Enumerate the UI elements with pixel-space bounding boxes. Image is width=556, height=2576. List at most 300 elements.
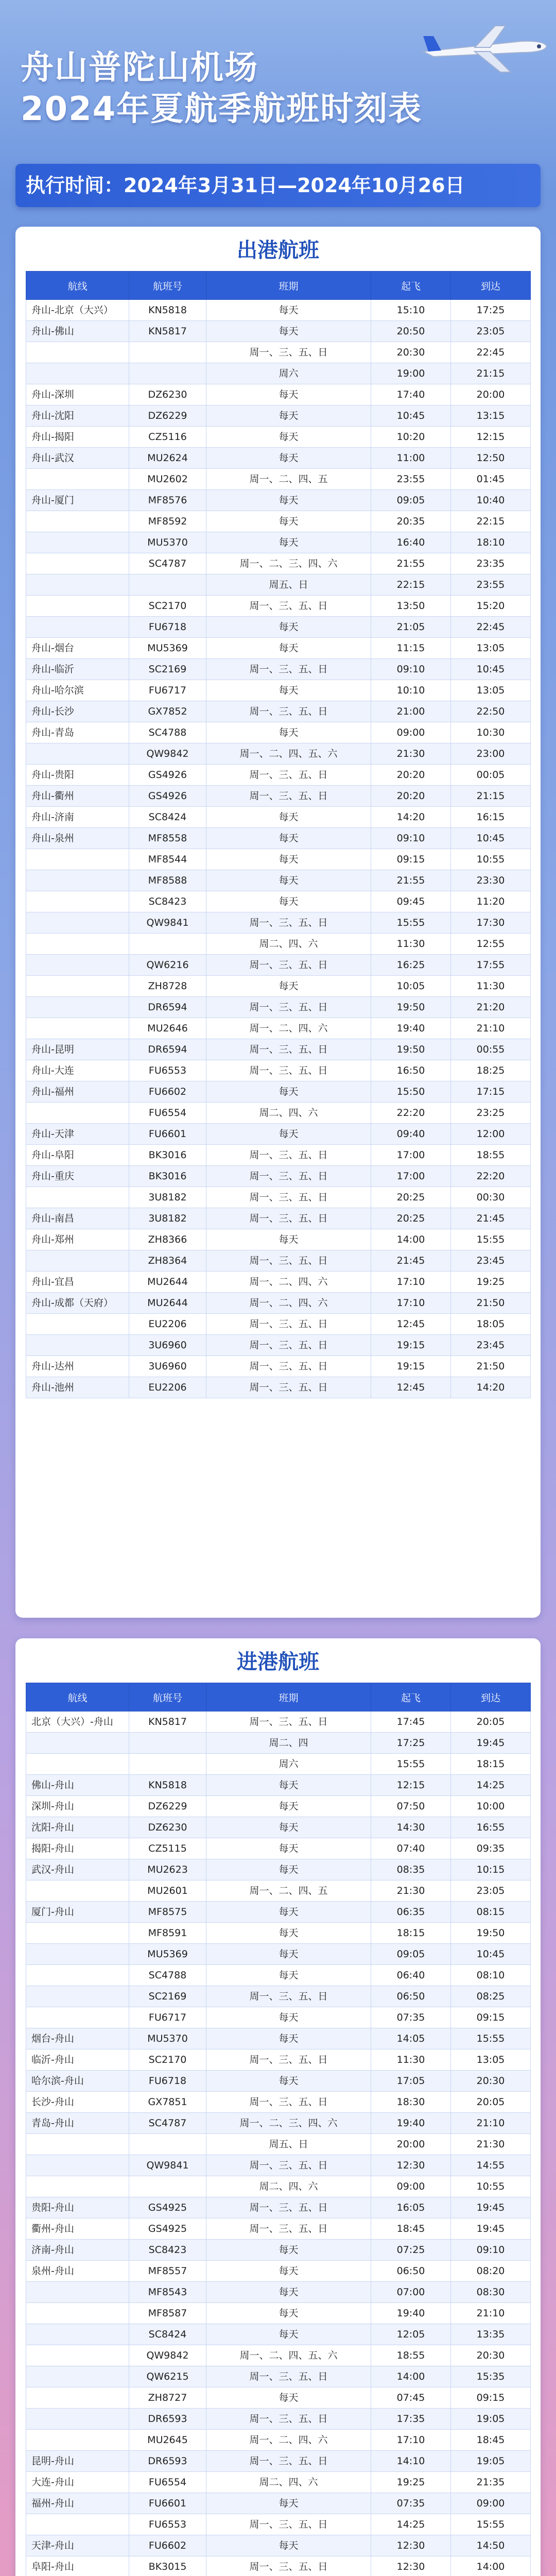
route-cell: 济南-舟山 bbox=[26, 2240, 129, 2261]
col-flight-no: 航班号 bbox=[129, 1683, 206, 1711]
route-cell bbox=[26, 2303, 129, 2324]
route-cell: 揭阳-舟山 bbox=[26, 1838, 129, 1859]
flight-no-cell: MF8544 bbox=[129, 849, 206, 870]
route-cell bbox=[26, 1018, 129, 1039]
depart-time-cell: 11:30 bbox=[371, 934, 451, 955]
table-row bbox=[26, 1187, 531, 1208]
table-row bbox=[26, 1124, 531, 1145]
table-row bbox=[26, 1229, 531, 1250]
table-row bbox=[26, 1733, 531, 1754]
schedule-cell: 周一、三、五、日 bbox=[206, 1356, 371, 1377]
depart-time-cell: 16:05 bbox=[371, 2197, 451, 2218]
route-cell: 舟山-沈阳 bbox=[26, 405, 129, 427]
arrive-time-cell: 09:35 bbox=[451, 1838, 531, 1859]
table-row bbox=[26, 1314, 531, 1335]
arrive-time-cell: 23:05 bbox=[451, 321, 531, 342]
depart-time-cell: 09:10 bbox=[371, 828, 451, 849]
flight-no-cell: DR6593 bbox=[129, 2451, 206, 2472]
flight-no-cell: MU2644 bbox=[129, 1293, 206, 1314]
table-row bbox=[26, 532, 531, 553]
table-row bbox=[26, 2430, 531, 2451]
table-row bbox=[26, 659, 531, 680]
flight-no-cell: DR6594 bbox=[129, 1039, 206, 1060]
table-row bbox=[26, 912, 531, 934]
arrive-time-cell: 12:00 bbox=[451, 1124, 531, 1145]
route-cell: 舟山-福州 bbox=[26, 1081, 129, 1103]
flight-no-cell: FU6554 bbox=[129, 2472, 206, 2493]
depart-time-cell: 17:25 bbox=[371, 1733, 451, 1754]
depart-time-cell: 21:30 bbox=[371, 743, 451, 765]
depart-time-cell: 09:05 bbox=[371, 490, 451, 511]
arrive-time-cell: 20:00 bbox=[451, 384, 531, 405]
arrive-time-cell: 13:15 bbox=[451, 405, 531, 427]
route-cell: 舟山-阜阳 bbox=[26, 1145, 129, 1166]
flight-no-cell: KN5817 bbox=[129, 321, 206, 342]
schedule-cell: 周一、三、五、日 bbox=[206, 1145, 371, 1166]
schedule-cell: 每天 bbox=[206, 321, 371, 342]
arrive-time-cell: 21:10 bbox=[451, 1018, 531, 1039]
schedule-cell: 每天 bbox=[206, 1081, 371, 1103]
arrive-time-cell: 17:30 bbox=[451, 912, 531, 934]
schedule-cell: 每天 bbox=[206, 384, 371, 405]
arrive-time-cell: 12:55 bbox=[451, 934, 531, 955]
table-row bbox=[26, 2303, 531, 2324]
route-cell bbox=[26, 2409, 129, 2430]
schedule-cell: 每天 bbox=[206, 2240, 371, 2261]
depart-time-cell: 12:15 bbox=[371, 1775, 451, 1796]
flight-no-cell: CZ5115 bbox=[129, 1838, 206, 1859]
table-header-row bbox=[26, 272, 531, 300]
depart-time-cell: 15:55 bbox=[371, 912, 451, 934]
route-cell bbox=[26, 511, 129, 532]
arrive-time-cell: 21:30 bbox=[451, 2134, 531, 2155]
table-row bbox=[26, 2092, 531, 2113]
route-cell: 舟山-南昌 bbox=[26, 1208, 129, 1229]
route-cell: 临沂-舟山 bbox=[26, 2049, 129, 2071]
depart-time-cell: 14:00 bbox=[371, 1229, 451, 1250]
schedule-cell: 每天 bbox=[206, 2071, 371, 2092]
flight-no-cell bbox=[129, 934, 206, 955]
table-row bbox=[26, 321, 531, 342]
table-row bbox=[26, 1293, 531, 1314]
depart-time-cell: 12:30 bbox=[371, 2535, 451, 2556]
arrive-time-cell: 14:55 bbox=[451, 2155, 531, 2176]
schedule-cell: 周一、三、五、日 bbox=[206, 596, 371, 617]
depart-time-cell: 09:15 bbox=[371, 849, 451, 870]
table-row bbox=[26, 2261, 531, 2282]
table-row bbox=[26, 2049, 531, 2071]
route-cell bbox=[26, 2366, 129, 2387]
schedule-cell: 每天 bbox=[206, 617, 371, 638]
depart-time-cell: 17:00 bbox=[371, 1145, 451, 1166]
depart-time-cell: 09:40 bbox=[371, 1124, 451, 1145]
route-cell bbox=[26, 912, 129, 934]
route-cell: 深圳-舟山 bbox=[26, 1796, 129, 1817]
arrive-time-cell: 21:15 bbox=[451, 363, 531, 384]
depart-time-cell: 07:25 bbox=[371, 2240, 451, 2261]
arrive-time-cell: 22:45 bbox=[451, 342, 531, 363]
route-cell: 贵阳-舟山 bbox=[26, 2197, 129, 2218]
schedule-cell: 每天 bbox=[206, 1775, 371, 1796]
schedule-cell: 周一、三、五、日 bbox=[206, 1039, 371, 1060]
schedule-cell: 周一、三、五、日 bbox=[206, 1711, 371, 1733]
schedule-cell: 周一、三、五、日 bbox=[206, 2366, 371, 2387]
depart-time-cell: 15:55 bbox=[371, 1754, 451, 1775]
depart-time-cell: 20:25 bbox=[371, 1187, 451, 1208]
table-row bbox=[26, 300, 531, 321]
table-row bbox=[26, 384, 531, 405]
route-cell: 舟山-天津 bbox=[26, 1124, 129, 1145]
schedule-cell: 周一、三、五、日 bbox=[206, 1377, 371, 1398]
route-cell: 舟山-长沙 bbox=[26, 701, 129, 722]
route-cell bbox=[26, 849, 129, 870]
schedule-cell: 周一、三、五、日 bbox=[206, 786, 371, 807]
schedule-cell: 周五、日 bbox=[206, 2134, 371, 2155]
col-schedule: 班期 bbox=[206, 1683, 371, 1711]
schedule-cell: 每天 bbox=[206, 1124, 371, 1145]
depart-time-cell: 14:20 bbox=[371, 807, 451, 828]
arrive-time-cell: 23:45 bbox=[451, 1250, 531, 1272]
table-row bbox=[26, 2028, 531, 2049]
flight-no-cell: 3U6960 bbox=[129, 1356, 206, 1377]
depart-time-cell: 09:05 bbox=[371, 1944, 451, 1965]
route-cell bbox=[26, 1314, 129, 1335]
route-cell: 长沙-舟山 bbox=[26, 2092, 129, 2113]
route-cell bbox=[26, 743, 129, 765]
route-cell bbox=[26, 2176, 129, 2197]
flight-no-cell: 3U8182 bbox=[129, 1208, 206, 1229]
route-cell bbox=[26, 2155, 129, 2176]
schedule-cell: 每天 bbox=[206, 2028, 371, 2049]
arrive-time-cell: 19:45 bbox=[451, 1733, 531, 1754]
arrive-time-cell: 19:05 bbox=[451, 2409, 531, 2430]
table-row bbox=[26, 1039, 531, 1060]
table-row bbox=[26, 342, 531, 363]
route-cell bbox=[26, 976, 129, 997]
schedule-cell: 周一、三、五、日 bbox=[206, 765, 371, 786]
arrive-time-cell: 23:25 bbox=[451, 1103, 531, 1124]
flight-no-cell: QW9842 bbox=[129, 743, 206, 765]
flight-no-cell: MF8576 bbox=[129, 490, 206, 511]
schedule-cell: 每天 bbox=[206, 1796, 371, 1817]
schedule-cell: 每天 bbox=[206, 2303, 371, 2324]
table-row bbox=[26, 1166, 531, 1187]
schedule-cell: 周六 bbox=[206, 363, 371, 384]
route-cell: 舟山-北京（大兴） bbox=[26, 300, 129, 321]
schedule-cell: 周一、三、五、日 bbox=[206, 2197, 371, 2218]
table-row bbox=[26, 2514, 531, 2535]
depart-time-cell: 21:00 bbox=[371, 701, 451, 722]
schedule-cell: 周一、二、四、五、六 bbox=[206, 2345, 371, 2366]
flight-no-cell bbox=[129, 2134, 206, 2155]
table-row bbox=[26, 1902, 531, 1923]
table-row bbox=[26, 2071, 531, 2092]
route-cell bbox=[26, 342, 129, 363]
depart-time-cell: 17:10 bbox=[371, 2430, 451, 2451]
arrive-time-cell: 13:05 bbox=[451, 680, 531, 701]
arrive-time-cell: 23:00 bbox=[451, 743, 531, 765]
schedule-cell: 周六 bbox=[206, 1754, 371, 1775]
col-depart: 起飞 bbox=[371, 1683, 451, 1711]
page-title-line2: 2024年夏航季航班时刻表 bbox=[21, 90, 423, 128]
flight-no-cell: DZ6230 bbox=[129, 384, 206, 405]
arrive-time-cell: 20:05 bbox=[451, 1711, 531, 1733]
arrive-time-cell: 22:15 bbox=[451, 511, 531, 532]
table-row bbox=[26, 638, 531, 659]
arrive-time-cell: 08:10 bbox=[451, 1965, 531, 1986]
route-cell: 哈尔滨-舟山 bbox=[26, 2071, 129, 2092]
route-cell: 衢州-舟山 bbox=[26, 2218, 129, 2240]
depart-time-cell: 08:35 bbox=[371, 1859, 451, 1880]
table-row bbox=[26, 490, 531, 511]
table-row bbox=[26, 1965, 531, 1986]
arrive-time-cell: 21:10 bbox=[451, 2303, 531, 2324]
schedule-cell: 周一、三、五、日 bbox=[206, 1314, 371, 1335]
table-row bbox=[26, 976, 531, 997]
schedule-cell: 每天 bbox=[206, 448, 371, 469]
schedule-cell: 周一、三、五、日 bbox=[206, 955, 371, 976]
route-cell: 舟山-达州 bbox=[26, 1356, 129, 1377]
depart-time-cell: 06:40 bbox=[371, 1965, 451, 1986]
flight-no-cell: FU6602 bbox=[129, 1081, 206, 1103]
flight-no-cell: GS4926 bbox=[129, 765, 206, 786]
table-row bbox=[26, 2345, 531, 2366]
flight-no-cell: FU6718 bbox=[129, 617, 206, 638]
depart-time-cell: 07:00 bbox=[371, 2282, 451, 2303]
table-row bbox=[26, 2556, 531, 2576]
table-row bbox=[26, 2535, 531, 2556]
depart-time-cell: 13:50 bbox=[371, 596, 451, 617]
schedule-cell: 周一、二、四、五 bbox=[206, 1880, 371, 1902]
flight-no-cell: ZH8727 bbox=[129, 2387, 206, 2409]
departures-card bbox=[15, 227, 541, 1618]
table-row bbox=[26, 1018, 531, 1039]
arrive-time-cell: 21:10 bbox=[451, 2113, 531, 2134]
flight-no-cell: MF8575 bbox=[129, 1902, 206, 1923]
schedule-cell: 周二、四、六 bbox=[206, 2176, 371, 2197]
arrive-time-cell: 23:05 bbox=[451, 1880, 531, 1902]
flight-no-cell: SC2169 bbox=[129, 659, 206, 680]
arrive-time-cell: 11:20 bbox=[451, 891, 531, 912]
schedule-cell: 每天 bbox=[206, 680, 371, 701]
flight-no-cell: GS4926 bbox=[129, 786, 206, 807]
col-route: 航线 bbox=[26, 1683, 129, 1711]
arrive-time-cell: 19:05 bbox=[451, 2451, 531, 2472]
schedule-cell: 每天 bbox=[206, 849, 371, 870]
table-row bbox=[26, 511, 531, 532]
flight-no-cell: GS4925 bbox=[129, 2197, 206, 2218]
depart-time-cell: 10:10 bbox=[371, 680, 451, 701]
depart-time-cell: 19:50 bbox=[371, 997, 451, 1018]
flight-no-cell: FU6718 bbox=[129, 2071, 206, 2092]
schedule-cell: 周一、三、五、日 bbox=[206, 2514, 371, 2535]
depart-time-cell: 07:40 bbox=[371, 1838, 451, 1859]
route-cell bbox=[26, 1103, 129, 1124]
flight-no-cell: ZH8366 bbox=[129, 1229, 206, 1250]
arrive-time-cell: 09:15 bbox=[451, 2387, 531, 2409]
flight-no-cell: FU6554 bbox=[129, 1103, 206, 1124]
table-row bbox=[26, 553, 531, 574]
arrive-time-cell: 18:55 bbox=[451, 1145, 531, 1166]
depart-time-cell: 06:50 bbox=[371, 2261, 451, 2282]
flight-no-cell: CZ5116 bbox=[129, 427, 206, 448]
airplane-icon bbox=[418, 15, 552, 77]
route-cell: 舟山-宜昌 bbox=[26, 1272, 129, 1293]
arrive-time-cell: 17:55 bbox=[451, 955, 531, 976]
table-row bbox=[26, 574, 531, 596]
depart-time-cell: 14:05 bbox=[371, 2028, 451, 2049]
flight-no-cell: KN5818 bbox=[129, 1775, 206, 1796]
route-cell bbox=[26, 1944, 129, 1965]
schedule-cell: 周二、四 bbox=[206, 1733, 371, 1754]
arrive-time-cell: 20:05 bbox=[451, 2092, 531, 2113]
arrive-time-cell: 14:20 bbox=[451, 1377, 531, 1398]
schedule-cell: 每天 bbox=[206, 427, 371, 448]
depart-time-cell: 07:45 bbox=[371, 2387, 451, 2409]
route-cell: 舟山-昆明 bbox=[26, 1039, 129, 1060]
depart-time-cell: 21:55 bbox=[371, 553, 451, 574]
schedule-cell: 每天 bbox=[206, 2387, 371, 2409]
schedule-cell: 周一、三、五、日 bbox=[206, 1187, 371, 1208]
flight-no-cell: MU2602 bbox=[129, 469, 206, 490]
depart-time-cell: 18:15 bbox=[371, 1923, 451, 1944]
schedule-cell: 周一、三、五、日 bbox=[206, 1335, 371, 1356]
depart-time-cell: 17:40 bbox=[371, 384, 451, 405]
route-cell: 福州-舟山 bbox=[26, 2493, 129, 2514]
route-cell: 舟山-成都（天府） bbox=[26, 1293, 129, 1314]
depart-time-cell: 16:50 bbox=[371, 1060, 451, 1081]
schedule-cell: 每天 bbox=[206, 1902, 371, 1923]
schedule-cell: 周五、日 bbox=[206, 574, 371, 596]
arrive-time-cell: 13:05 bbox=[451, 2049, 531, 2071]
arrive-time-cell: 16:15 bbox=[451, 807, 531, 828]
schedule-cell: 每天 bbox=[206, 1965, 371, 1986]
table-row bbox=[26, 955, 531, 976]
depart-time-cell: 20:35 bbox=[371, 511, 451, 532]
schedule-cell: 每天 bbox=[206, 532, 371, 553]
depart-time-cell: 19:15 bbox=[371, 1335, 451, 1356]
arrive-time-cell: 15:35 bbox=[451, 2366, 531, 2387]
route-cell: 沈阳-舟山 bbox=[26, 1817, 129, 1838]
schedule-cell: 每天 bbox=[206, 891, 371, 912]
flight-no-cell: MU2644 bbox=[129, 1272, 206, 1293]
route-cell: 舟山-哈尔滨 bbox=[26, 680, 129, 701]
route-cell bbox=[26, 2430, 129, 2451]
table-row bbox=[26, 2472, 531, 2493]
header bbox=[0, 0, 556, 197]
route-cell bbox=[26, 1250, 129, 1272]
route-cell: 舟山-烟台 bbox=[26, 638, 129, 659]
depart-time-cell: 20:25 bbox=[371, 1208, 451, 1229]
route-cell: 大连-舟山 bbox=[26, 2472, 129, 2493]
arrive-time-cell: 22:50 bbox=[451, 701, 531, 722]
flight-no-cell: MF8592 bbox=[129, 511, 206, 532]
arrive-time-cell: 22:45 bbox=[451, 617, 531, 638]
arrive-time-cell: 08:30 bbox=[451, 2282, 531, 2303]
flight-no-cell: DZ6229 bbox=[129, 1796, 206, 1817]
route-cell bbox=[26, 1923, 129, 1944]
route-cell: 阜阳-舟山 bbox=[26, 2556, 129, 2576]
arrive-time-cell: 10:55 bbox=[451, 849, 531, 870]
depart-time-cell: 17:00 bbox=[371, 1166, 451, 1187]
depart-time-cell: 16:25 bbox=[371, 955, 451, 976]
flight-no-cell: FU6553 bbox=[129, 1060, 206, 1081]
flight-no-cell: BK3016 bbox=[129, 1166, 206, 1187]
route-cell bbox=[26, 2345, 129, 2366]
table-row bbox=[26, 1103, 531, 1124]
flight-no-cell: GX7852 bbox=[129, 701, 206, 722]
arrive-time-cell: 10:45 bbox=[451, 1944, 531, 1965]
route-cell: 舟山-青岛 bbox=[26, 722, 129, 743]
arrive-time-cell: 10:30 bbox=[451, 722, 531, 743]
arrive-time-cell: 00:30 bbox=[451, 1187, 531, 1208]
depart-time-cell: 18:45 bbox=[371, 2218, 451, 2240]
col-route: 航线 bbox=[26, 272, 129, 300]
table-row bbox=[26, 1335, 531, 1356]
page-title-line1: 舟山普陀山机场 bbox=[21, 49, 258, 87]
depart-time-cell: 12:30 bbox=[371, 2556, 451, 2576]
depart-time-cell: 15:10 bbox=[371, 300, 451, 321]
arrive-time-cell: 23:30 bbox=[451, 870, 531, 891]
flight-no-cell: MF8557 bbox=[129, 2261, 206, 2282]
depart-time-cell: 09:10 bbox=[371, 659, 451, 680]
depart-time-cell: 18:30 bbox=[371, 2092, 451, 2113]
depart-time-cell: 20:50 bbox=[371, 321, 451, 342]
route-cell bbox=[26, 891, 129, 912]
table-row bbox=[26, 2282, 531, 2303]
table-row bbox=[26, 1817, 531, 1838]
schedule-cell: 周一、三、五、日 bbox=[206, 2409, 371, 2430]
depart-time-cell: 07:35 bbox=[371, 2493, 451, 2514]
arrive-time-cell: 17:25 bbox=[451, 300, 531, 321]
flight-no-cell: 3U8182 bbox=[129, 1187, 206, 1208]
route-cell bbox=[26, 870, 129, 891]
schedule-cell: 每天 bbox=[206, 2261, 371, 2282]
depart-time-cell: 14:10 bbox=[371, 2451, 451, 2472]
route-cell: 舟山-郑州 bbox=[26, 1229, 129, 1250]
flight-no-cell: GS4925 bbox=[129, 2218, 206, 2240]
depart-time-cell: 12:45 bbox=[371, 1377, 451, 1398]
depart-time-cell: 16:40 bbox=[371, 532, 451, 553]
depart-time-cell: 19:40 bbox=[371, 2113, 451, 2134]
table-row bbox=[26, 1796, 531, 1817]
flight-no-cell: MU2646 bbox=[129, 1018, 206, 1039]
schedule-cell: 周一、三、五、日 bbox=[206, 342, 371, 363]
route-cell bbox=[26, 2324, 129, 2345]
table-row bbox=[26, 469, 531, 490]
arrive-time-cell: 08:25 bbox=[451, 1986, 531, 2007]
flight-no-cell: FU6601 bbox=[129, 1124, 206, 1145]
table-row bbox=[26, 1944, 531, 1965]
route-cell: 舟山-深圳 bbox=[26, 384, 129, 405]
schedule-cell: 周一、三、五、日 bbox=[206, 2155, 371, 2176]
route-cell bbox=[26, 2387, 129, 2409]
flight-no-cell: FU6717 bbox=[129, 2007, 206, 2028]
route-cell bbox=[26, 1335, 129, 1356]
flight-no-cell: EU2206 bbox=[129, 1377, 206, 1398]
depart-time-cell: 19:15 bbox=[371, 1356, 451, 1377]
arrive-time-cell: 11:30 bbox=[451, 976, 531, 997]
route-cell: 舟山-揭阳 bbox=[26, 427, 129, 448]
route-cell: 昆明-舟山 bbox=[26, 2451, 129, 2472]
flight-no-cell: BK3015 bbox=[129, 2556, 206, 2576]
route-cell: 舟山-贵阳 bbox=[26, 765, 129, 786]
depart-time-cell: 21:55 bbox=[371, 870, 451, 891]
route-cell: 烟台-舟山 bbox=[26, 2028, 129, 2049]
table-row bbox=[26, 1754, 531, 1775]
flight-no-cell: MF8587 bbox=[129, 2303, 206, 2324]
route-cell bbox=[26, 363, 129, 384]
